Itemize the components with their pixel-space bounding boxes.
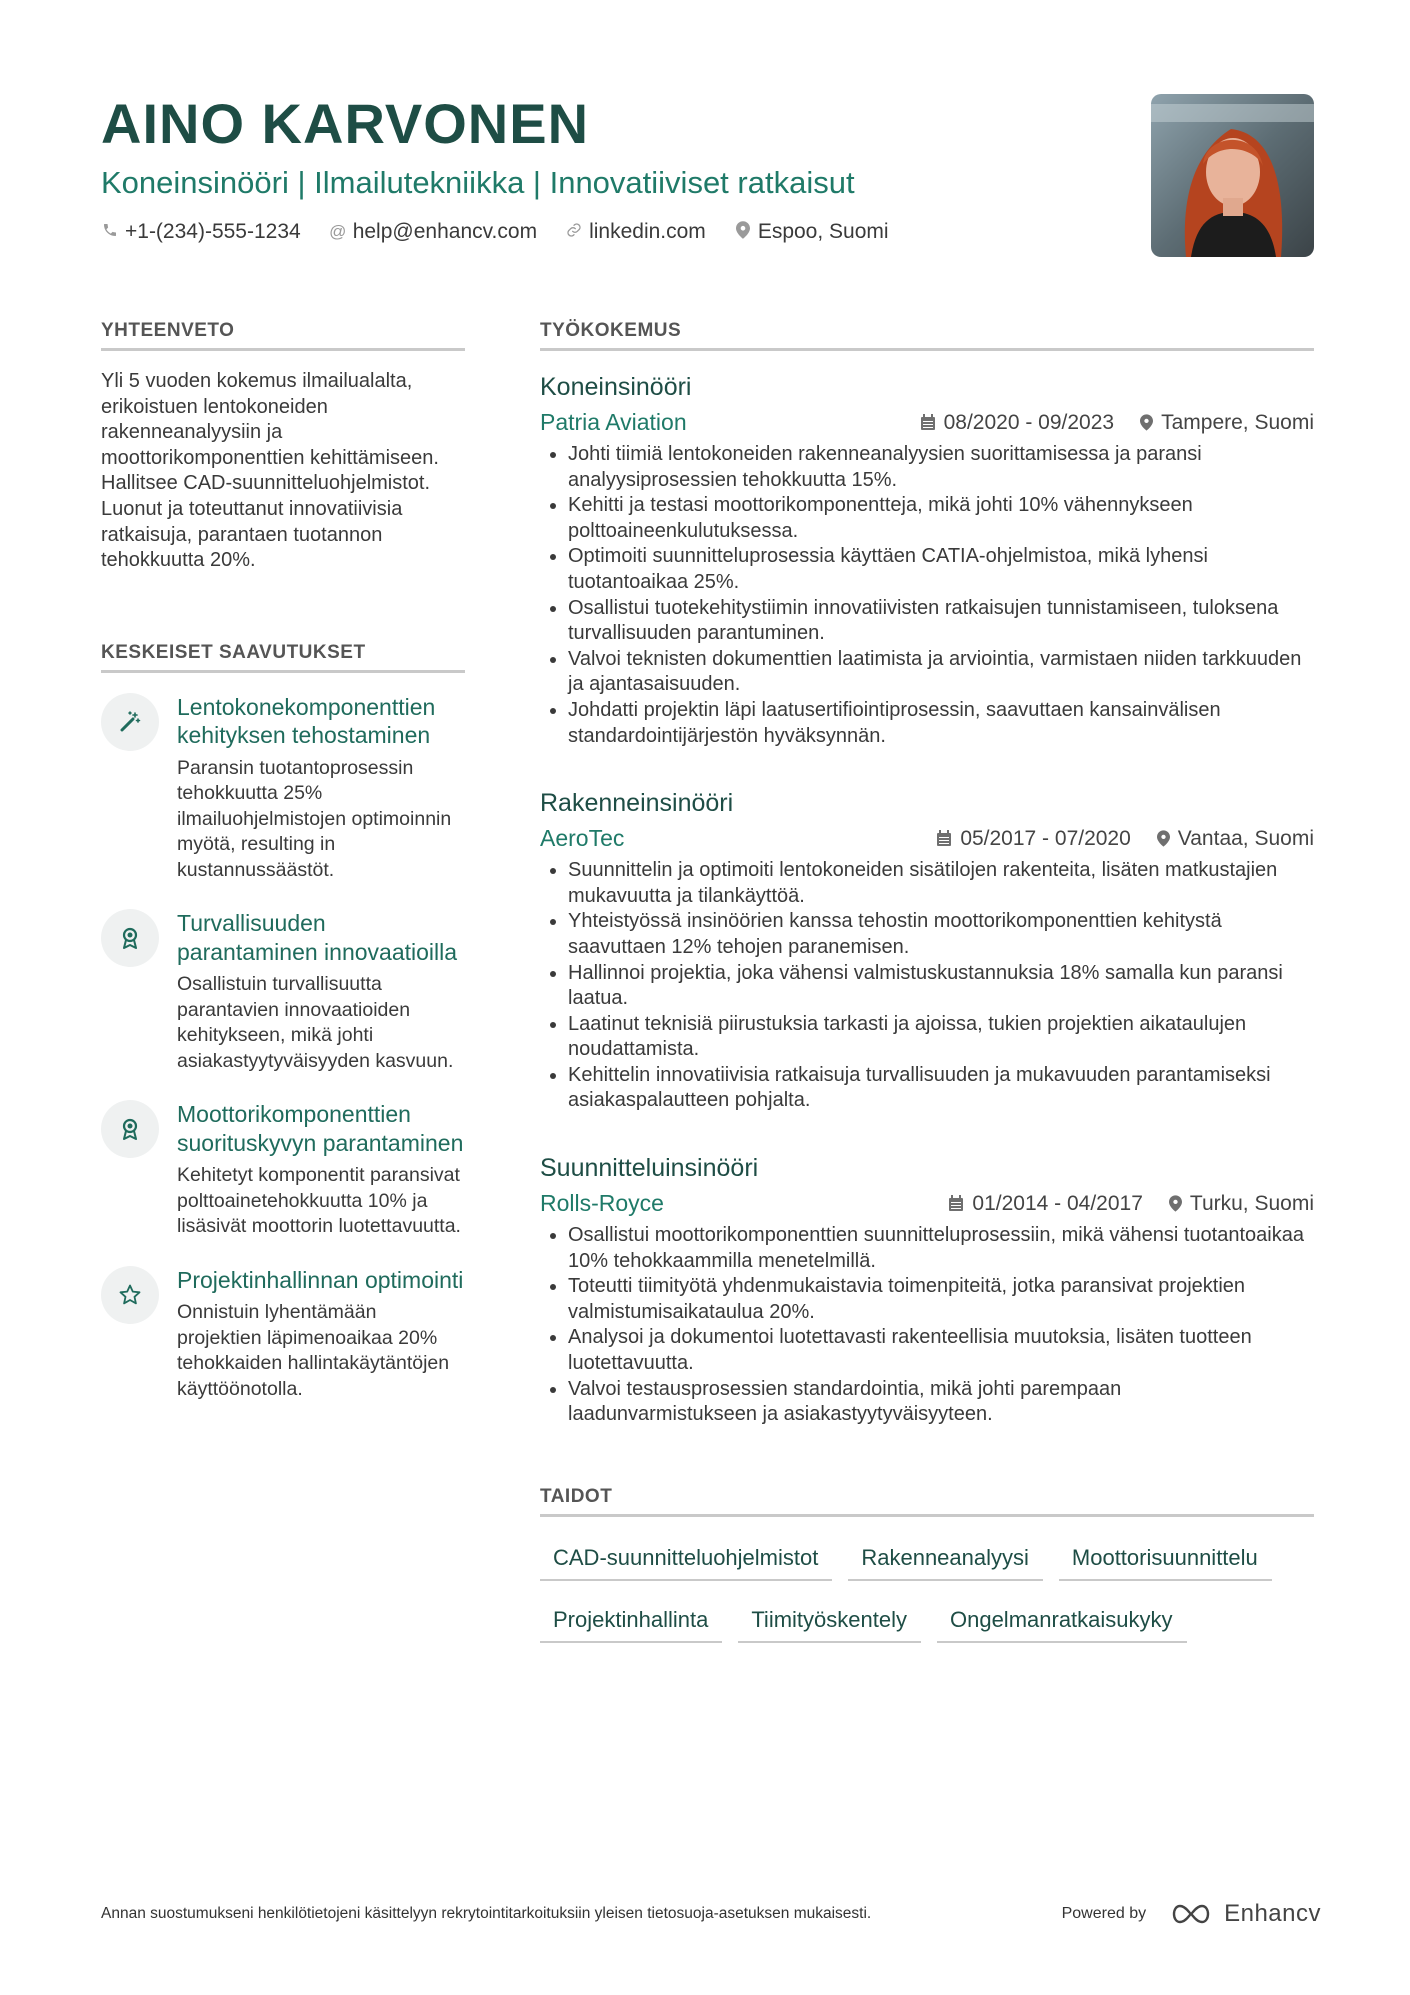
- at-icon: @: [329, 222, 347, 241]
- list-item: • Toteutti tiimityötä yhdenmukaistavia toimenpiteitä, jotka paransivat projektien valmistumisaikataulua 20%.: [568, 1274, 1314, 1325]
- location-pin-icon: [1169, 1195, 1182, 1212]
- award-icon: [101, 1100, 159, 1158]
- phone-text: +1-(234)-555-1234: [125, 220, 301, 243]
- location-text: Espoo, Suomi: [757, 220, 889, 243]
- job-entry: [540, 787, 1314, 1114]
- skill-tag: Moottorisuunnittelu: [1059, 1537, 1272, 1581]
- list-item: • Valvoi teknisten dokumenttien laatimista ja arviointia, varmistaen niiden tarkkuuden ja ajantasaisuuden.: [568, 647, 1314, 698]
- job-bullets: [540, 858, 1314, 1114]
- achievement-title: Moottorikomponenttien suorituskyvyn parantaminen: [177, 1101, 464, 1156]
- email-text[interactable]: help@enhancv.com: [352, 220, 538, 243]
- resume-header: [101, 92, 1321, 244]
- skill-tag: Projektinhallinta: [540, 1599, 722, 1643]
- job-entry: [540, 1152, 1314, 1428]
- list-item: • Valvoi testausprosessien standardointia, mikä johti parempaan laadunvarmistukseen ja asiakastyytyväisyyteen.: [568, 1377, 1314, 1428]
- job-bullets: [540, 1223, 1314, 1428]
- achievement-title: Turvallisuuden parantaminen innovaatioilla: [177, 910, 458, 965]
- achievement-text: Kehitetyt komponentit paransivat polttoainetehokkuutta 10% ja lisäsivät moottorin luotettavuutta.: [177, 1164, 461, 1238]
- list-item: • Johti tiimiä lentokoneiden rakenneanalyysien suorittamisessa ja paransi analyysiprosessien tehokkuutta 15%.: [568, 442, 1314, 493]
- profile-photo: [1151, 94, 1314, 257]
- achievement-item: [101, 909, 465, 1074]
- list-item: • Optimoiti suunnitteluprosessia käyttäen CATIA-ohjelmistoa, mikä lyhensi tuotantoaikaa 25%.: [568, 544, 1314, 595]
- achievement-item: [101, 1266, 465, 1403]
- linkedin-text[interactable]: linkedin.com: [589, 220, 706, 243]
- achievement-item: [101, 1100, 465, 1240]
- contact-linkedin[interactable]: [565, 220, 706, 244]
- experience-heading: TYÖKOKEMUS: [540, 320, 1314, 351]
- list-item: • Kehittelin innovatiivisia ratkaisuja turvallisuuden ja mukavuuden parantamiseksi asiakaspalautteen pohjalta.: [568, 1063, 1314, 1114]
- gdpr-consent: Annan suostumukseni henkilötietojeni käsittelyyn rekrytointitarkoituksiin yleisen tietosuoja-asetuksen mukaisesti.: [101, 1905, 872, 1922]
- job-title: Rakenneinsinööri: [540, 789, 734, 818]
- contact-row: [101, 220, 1321, 244]
- contact-location: [734, 220, 889, 244]
- achievement-title: Projektinhallinnan optimointi: [177, 1266, 464, 1293]
- skill-tag: CAD-suunnitteluohjelmistot: [540, 1537, 832, 1581]
- award-icon: [101, 909, 159, 967]
- achievement-text: Osallistuin turvallisuutta parantavien innovaatioiden kehitykseen, mikä johti asiakastyytyväisyyden kasvuun.: [177, 973, 454, 1072]
- achievements-heading: KESKEISET SAAVUTUKSET: [101, 642, 465, 673]
- right-column: [540, 320, 1314, 1643]
- candidate-tagline: Koneinsinööri | Ilmailutekniikka | Innovatiiviset ratkaisut: [101, 165, 855, 200]
- contact-email[interactable]: [329, 220, 537, 244]
- infinity-logo-icon: [1168, 1902, 1214, 1926]
- achievement-item: [101, 693, 465, 884]
- achievement-text: Paransin tuotantoprosessin tehokkuutta 25% ilmailuohjelmistojen optimoinnin myötä, resulting in kustannussäästöt.: [177, 756, 452, 881]
- company-name: Rolls-Royce: [540, 1190, 664, 1217]
- location-pin-icon: [1140, 414, 1153, 431]
- job-dates: 08/2020 - 09/2023: [943, 410, 1115, 434]
- skill-tag: Tiimityöskentely: [738, 1599, 921, 1643]
- list-item: • Osallistui moottorikomponenttien suunnitteluprosessiin, mikä vähensi tuotantoaikaa 10% tehokkaammilla menetelmillä.: [568, 1223, 1314, 1274]
- achievement-text: Onnistuin lyhentämään projektien läpimenoaikaa 20% tehokkaiden hallintakäytäntöjen käyttöönotolla.: [177, 1301, 450, 1400]
- job-location: Turku, Suomi: [1189, 1191, 1314, 1215]
- company-name: AeroTec: [540, 825, 625, 852]
- list-item: • Johdatti projektin läpi laatusertifiointiprosessin, saavuttaen kansainvälisen standardointijärjestön hyväksynnän.: [568, 698, 1314, 749]
- magic-wand-icon: [101, 693, 159, 751]
- summary-heading: YHTEENVETO: [101, 320, 465, 351]
- list-item: • Suunnittelin ja optimoiti lentokoneiden sisätilojen rakenteita, lisäten matkustajien mukavuutta ja tilankäyttöä.: [568, 858, 1314, 909]
- list-item: • Yhteistyössä insinöörien kanssa tehostin moottorikomponenttien kehitystä saavuttaen 12% tehojen paranemisen.: [568, 909, 1314, 960]
- location-pin-icon: [1157, 830, 1170, 847]
- job-location: Vantaa, Suomi: [1177, 826, 1314, 850]
- candidate-name: AINO KARVONEN: [101, 92, 590, 155]
- calendar-icon: [920, 414, 936, 431]
- brand-name: Enhancv: [1224, 1900, 1321, 1927]
- list-item: • Hallinnoi projektia, joka vähensi valmistuskustannuksia 18% samalla kun paransi laatua.: [568, 961, 1314, 1012]
- enhancv-logo[interactable]: [1168, 1900, 1321, 1928]
- achievement-title: Lentokonekomponenttien kehityksen tehostaminen: [177, 693, 436, 749]
- job-location: Tampere, Suomi: [1161, 410, 1314, 434]
- link-icon: [565, 222, 583, 243]
- skill-tag: Ongelmanratkaisukyky: [937, 1599, 1187, 1643]
- list-item: • Kehitti ja testasi moottorikomponentteja, mikä johti 10% vähennykseen polttoaineenkulutuksessa.: [568, 493, 1314, 544]
- phone-icon: [101, 222, 119, 243]
- summary-text: Yli 5 vuoden kokemus ilmailualalta, erikoistuen lentokoneiden rakenneanalyysiin ja moottorikomponenttien kehittämiseen. Hallitsee CAD-suunnitteluohjelmistot. Luonut ja toteuttanut innovatiivisia ratkaisuja, parantaen tuotannon tehokkuutta 20%.: [101, 370, 439, 572]
- star-icon: [101, 1266, 159, 1324]
- list-item: • Laatinut teknisiä piirustuksia tarkasti ja ajoissa, tukien projektien aikataulujen noudattamista.: [568, 1012, 1314, 1063]
- job-dates: 05/2017 - 07/2020: [960, 826, 1131, 850]
- calendar-icon: [948, 1195, 964, 1212]
- job-title: Koneinsinööri: [540, 373, 692, 401]
- location-pin-icon: [734, 221, 752, 244]
- job-title: Suunnitteluinsinööri: [540, 1154, 759, 1183]
- company-name: Patria Aviation: [540, 409, 687, 435]
- footer: [101, 1900, 1321, 1928]
- skills-list: [540, 1537, 1314, 1643]
- skill-tag: Rakenneanalyysi: [848, 1537, 1043, 1581]
- job-entry: [540, 371, 1314, 749]
- powered-by-label: Powered by: [1061, 1905, 1147, 1922]
- job-dates: 01/2014 - 04/2017: [972, 1191, 1143, 1215]
- skills-heading: TAIDOT: [540, 1486, 1314, 1517]
- list-item: • Osallistui tuotekehitystiimin innovatiivisten ratkaisujen tunnistamiseen, tuloksena turvallisuuden parantuminen.: [568, 596, 1314, 647]
- list-item: • Analysoi ja dokumentoi luotettavasti rakenteellisia muutoksia, lisäten tuotteen luotettavuutta.: [568, 1325, 1314, 1376]
- contact-phone: [101, 220, 301, 244]
- calendar-icon: [936, 830, 952, 847]
- job-bullets: [540, 442, 1314, 749]
- left-column: [101, 320, 465, 1402]
